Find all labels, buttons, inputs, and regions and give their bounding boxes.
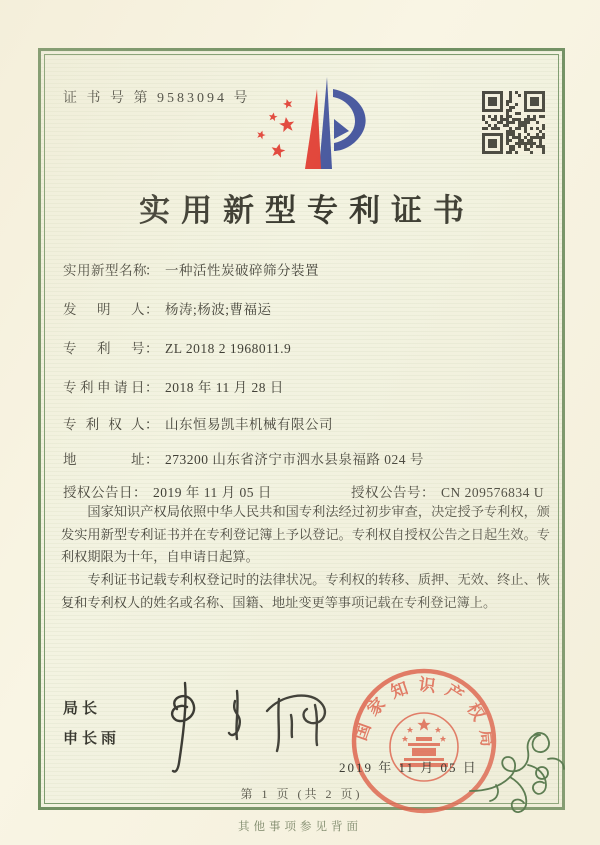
field-value: 2018 年 11 月 28 日 [165,380,284,395]
seal-text: 国家知识产权局 [350,674,498,757]
field-inventors: 发明人： 杨涛;杨波;曹福运 [63,298,272,318]
legal-paragraph-2: 专利证书记载专利权登记时的法律状况。专利权的转移、质押、无效、终止、恢复和专利权人的姓名或名称、国籍、地址变更等事项记载在专利登记簿上。 [61,572,550,610]
field-label: 实用新型名称 [63,263,147,278]
field-label: 发明人 [63,302,145,317]
field-value: ZL 2018 2 1968011.9 [165,341,292,356]
cnipa-logo-icon [231,73,376,178]
director-block [63,697,120,757]
legal-text [61,501,550,615]
certificate-title: 实用新型专利证书 [139,193,475,228]
field-address: 地址： 273200 山东省济宁市泗水县泉福路 024 号 [63,448,424,468]
field-label: 专利权人 [63,417,145,432]
field-value: 一种活性炭破碎筛分装置 [165,263,319,278]
grant-date-label: 授权公告日 [63,485,133,500]
field-utility-name: 实用新型名称： 一种活性炭破碎筛分装置 [63,259,319,279]
qr-code [482,91,545,154]
seal-date: 2019 年 11 月 05 日 [339,760,478,775]
grant-date-value: 2019 年 11 月 05 日 [153,485,272,500]
field-value: 杨涛;杨波;曹福运 [165,302,272,317]
grant-number-label: 授权公告号 [351,485,421,500]
page-number: 第 1 页 (共 2 页) [240,787,363,801]
field-value: 273200 山东省济宁市泗水县泉福路 024 号 [165,452,424,467]
director-signature [139,675,354,780]
certificate-frame [38,48,565,810]
field-patent-number: 专利号： ZL 2018 2 1968011.9 [63,337,291,357]
field-patentee: 专利权人： 山东恒易凯丰机械有限公司 [63,413,333,433]
certificate-number: 证 书 号 第 9583094 号 [63,91,251,106]
field-label: 地址 [63,452,145,467]
director-name: 申长雨 [63,731,121,747]
grant-number-pair: 授权公告号： CN 209576834 U [351,485,545,500]
field-filing-date: 专利申请日： 2018 年 11 月 28 日 [63,376,284,396]
field-label: 专利号 [63,341,145,356]
director-title: 局长 [63,701,102,717]
field-label: 专利申请日 [63,380,145,395]
field-value: 山东恒易凯丰机械有限公司 [165,417,333,432]
back-note: 其他事项参见背面 [238,821,362,833]
field-grant-row: 授权公告日： 2019 年 11 月 05 日 授权公告号： CN 209576834 U [63,481,272,501]
grant-number-value: CN 209576834 U [441,485,545,500]
legal-paragraph-1: 国家知识产权局依照中华人民共和国专利法经过初步审查，决定授予专利权，颁发实用新型专利证书并在专利登记簿上予以登记。专利权自授权公告之日起生效。专利权期限为十年，自申请日起算。 [61,504,550,565]
